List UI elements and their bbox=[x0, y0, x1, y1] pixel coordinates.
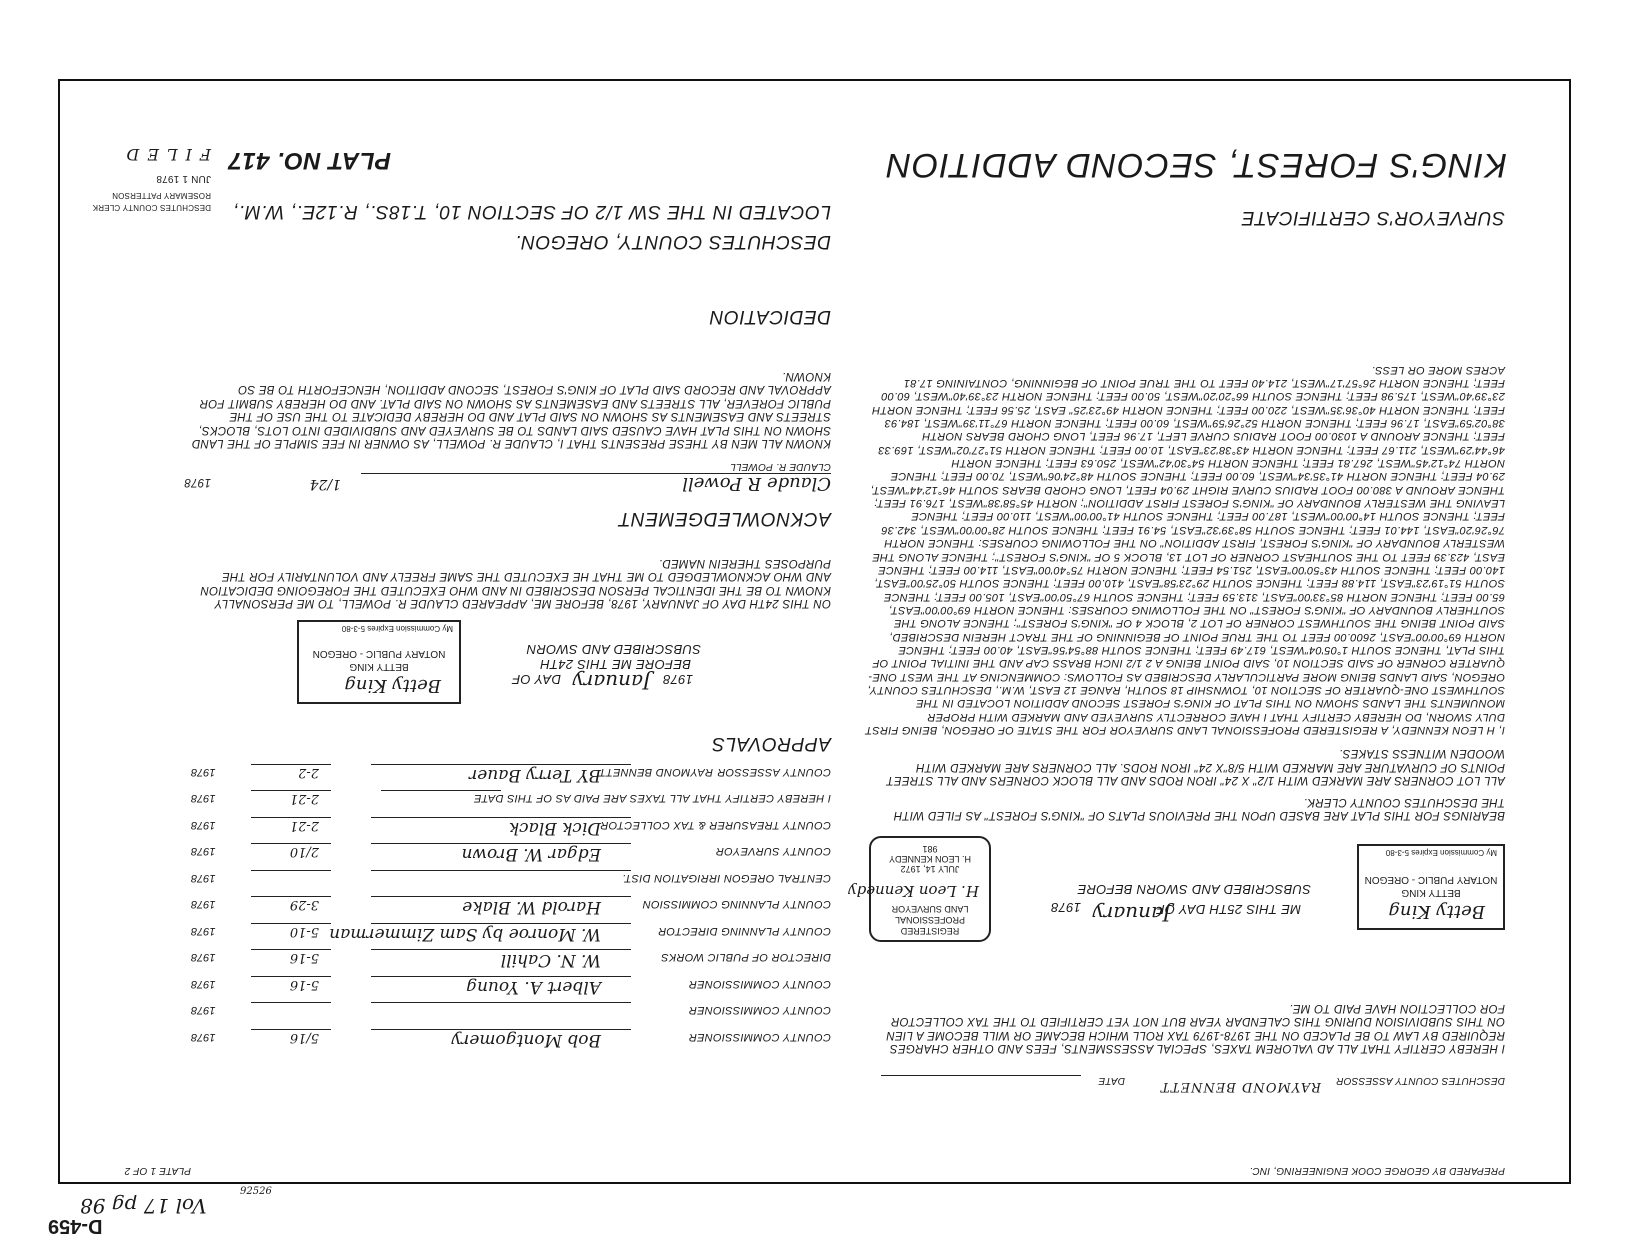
ack-sworn-line3: DAY OF bbox=[512, 672, 561, 687]
approval-row bbox=[191, 923, 831, 944]
approval-year: 1978 bbox=[191, 819, 216, 831]
approval-year: 1978 bbox=[191, 872, 216, 884]
approval-row bbox=[191, 791, 831, 807]
approval-row bbox=[191, 764, 831, 785]
approval-row bbox=[191, 817, 831, 838]
notary-stamp-owner bbox=[297, 620, 461, 704]
tax-date-label: DATE bbox=[1098, 1075, 1125, 1086]
prepared-by: PREPARED BY GEORGE COOK ENGINEERING, INC. bbox=[1249, 1165, 1505, 1176]
ack-sworn-line1: SUBSCRIBED AND SWORN bbox=[526, 642, 701, 657]
plat-title: KING'S FOREST, SECOND ADDITION bbox=[885, 146, 1507, 184]
owner-signature-line bbox=[361, 473, 831, 474]
approval-row bbox=[191, 1029, 831, 1050]
approval-signature: Edgar W. Brown bbox=[461, 844, 601, 865]
acknowledgement-heading: ACKNOWLEDGEMENT bbox=[618, 508, 831, 529]
notary-expiry: My Commission Expires 5-3-80 bbox=[1385, 848, 1497, 857]
owner-name: CLAUDE R. POWELL bbox=[729, 461, 831, 472]
approval-year: 1978 bbox=[191, 766, 216, 778]
tax-assessor-label: DESCHUTES COUNTY ASSESSOR bbox=[1336, 1075, 1505, 1086]
approval-date-line bbox=[251, 1003, 331, 1004]
approval-signature-line bbox=[381, 791, 501, 792]
acknowledgement-text: ON THIS 24TH DAY OF JANUARY, 1978, BEFORE ME, APPEARED CLAUDE R. POWELL, TO ME PERSONALLY KNOWN TO BE THE IDENTICAL PERSON DESCRIBED IN AND WHO EXECUTED THE FOREGOING DEDICATION AND WHO ACKNOWLEDGED TO ME THAT HE EXECUTED THE SAME FREELY AND VOLUNTARILY FOR THE PURPOSES THEREIN NAMED. bbox=[200, 556, 831, 609]
approval-label: COUNTY TREASURER & TAX COLLECTOR bbox=[600, 819, 831, 831]
approval-label: COUNTY PLANNING DIRECTOR bbox=[657, 925, 831, 937]
notary-owner-title: NOTARY PUBLIC - OREGON bbox=[312, 648, 446, 659]
approval-label: CENTRAL OREGON IRRIGATION DIST. bbox=[622, 872, 831, 884]
approval-date: 2-2 bbox=[298, 765, 319, 780]
approval-signature: W. Monroe by Sam Zimmerman bbox=[329, 924, 601, 944]
approval-label: COUNTY COMMISSIONER bbox=[688, 1031, 831, 1043]
notary-title: NOTARY PUBLIC - OREGON bbox=[1364, 874, 1498, 885]
margin-document-number: D-459 bbox=[48, 1215, 103, 1237]
approval-date: 2-21 bbox=[289, 791, 319, 807]
notary-stamp-surveyor bbox=[1357, 844, 1505, 930]
approval-row bbox=[191, 897, 831, 918]
seal-line2: PROFESSIONAL bbox=[894, 915, 966, 925]
seal-line4: H. LEON KENNEDY bbox=[888, 854, 972, 864]
surveyor-sworn-line1: SUBSCRIBED AND SWORN BEFORE bbox=[1077, 882, 1311, 897]
owner-year: 1978 bbox=[184, 476, 211, 488]
surveyor-sworn-year: 1978 bbox=[1050, 900, 1081, 915]
approval-date: 2/10 bbox=[289, 844, 319, 860]
approval-date: 3-29 bbox=[289, 897, 319, 913]
surveyor-heading: SURVEYOR'S CERTIFICATE bbox=[1241, 207, 1505, 228]
approval-year: 1978 bbox=[191, 1004, 216, 1017]
approval-year: 1978 bbox=[191, 951, 216, 964]
plat-content bbox=[58, 79, 1571, 1184]
approval-date: 2-21 bbox=[289, 818, 319, 833]
approval-year: 1978 bbox=[191, 792, 216, 805]
approval-date: 5-10 bbox=[289, 924, 319, 939]
approval-row bbox=[191, 1003, 831, 1019]
filed-clerk: ROSEMARY PATTERSON bbox=[111, 191, 211, 200]
seal-line3: LAND SURVEYOR bbox=[891, 904, 969, 914]
notary-owner-expiry: My Commission Expires 5-3-80 bbox=[341, 624, 453, 633]
approval-signature: BY Terry Bauer bbox=[469, 765, 601, 785]
ack-sworn-line2: BEFORE ME THIS 24TH bbox=[540, 657, 691, 672]
filed-date: JUN 1 1978 bbox=[156, 173, 211, 184]
plate-number: PLATE 1 OF 2 bbox=[124, 1165, 191, 1176]
approval-signature: Bob Montgomery bbox=[451, 1030, 601, 1050]
approval-row bbox=[191, 844, 831, 865]
tax-date-line bbox=[881, 1075, 1081, 1076]
seal-line6: 981 bbox=[922, 844, 938, 854]
seal-line5: JULY 14, 1972 bbox=[900, 864, 960, 874]
plat-number: PLAT NO. 417 bbox=[228, 147, 391, 174]
surveyor-legal-description: I, H LEON KENNEDY, A REGISTERED PROFESSIONAL LAND SURVEYOR FOR THE STATE OF OREGON, BEING FIRST DULY SWORN, DO HEREBY CERTIFY THAT I HAVE CORRECTLY SURVEYED AND MARKED WITH PROPER MONUMENTS THE LANDS SHOWN ON THIS PLAT OF KING'S FOREST SECOND ADDITION LOCATED IN THE SOUTHWEST ONE-QUARTER OF SECTION 10, TOWNSHIP 18 SOUTH, RANGE 12 EAST, W.M., DESCHUTES COUNTY, OREGON, SAID LANDS BEING MORE PARTICULARLY DESCRIBED AS FOLLOWS: COMMENCING AT THE WEST ONE-QUARTER CORNER OF SAID SECTION 10, SAID POINT BEING A 2 1/2 INCH BRASS CAP AND THE INITIAL POINT OF THIS PLAT, THENCE SOUTH 1°05'04"WEST, 617.49 FEET; THENCE SOUTH 88°54'56"EAST, 40.00 FEET; THENCE NORTH 69°00'00"EAST, 2600.00 FEET TO THE TRUE POINT OF BEGINNING OF THE TRACT HEREIN DESCRIBED, SAID POINT BEING THE SOUTHWEST CORNER OF LOT 2, BLOCK 4 OF "KING'S FOREST"; THENCE ALONG THE SOUTHERLY BOUNDARY OF "KING'S FOREST" ON THE FOLLOWING COURSES: THENCE NORTH 69°00'00"EAST, 65.00 FEET; THENCE NORTH 85°33'00"EAST, 313.59 FEET; THENCE SOUTH 67°50'00"EAST, 105.00 FEET; THENCE SOUTH 51°19'23"EAST, 114.88 FEET; THENCE SOUTH 29°23'58"EAST, 410.00 FEET; THENCE SOUTH 50°25'00"EAST, 140.00 FEET; THENCE SOUTH 43°50'00"EAST, 251.54 FEET; THENCE NORTH 75°40'00"EAST, 114.00 FEET; THENCE EAST, 423.39 FEET TO THE SOUTHEAST CORNER OF LOT 13, BLOCK 5 OF "KING'S FOREST"; THENCE ALONG THE WESTERLY BOUNDARY OF "KING'S FOREST, FIRST ADDITION" ON THE FOLLOWING COURSES: THENCE NORTH 76°26'20"EAST, 144.01 FEET; THENCE SOUTH 58°39'32"EAST, 54.91 FEET; THENCE SOUTH 28°00'00"WEST, 342.36 FEET; THENCE SOUTH 14°00'00"WEST, 187.00 FEET; THENCE SOUTH 41°00'00"WEST, 110.00 FEET; THENCE LEAVING THE WESTERLY BOUNDARY OF "KING'S FOREST FIRST ADDITION"; NORTH 45°58'38"WEST, 176.91 FEET; THENCE AROUND A 380.00 FOOT RADIUS CURVE RIGHT 29.04 FEET, LONG CHORD BEARS SOUTH 46°12'44"WEST, 29.04 FEET; THENCE NORTH 41°35'34"WEST, 60.00 FEET; THENCE SOUTH 48°24'06"WEST, 70.00 FEET; THENCE NORTH 74°12'45"WEST, 267.81 FEET; THENCE NORTH 54°30'42"WEST, 250.63 FEET; THENCE NORTH 46°44'29"WEST, 211.67 FEET; THENCE NORTH 43°38'23"EAST, 10.00 FEET; THENCE NORTH 51°27'02"WEST, 169.33 FEET; THENCE AROUND A 1030.00 FOOT RADIUS CURVE LEFT, 17.96 FEET, LONG CHORD BEARS NORTH 38°02'59"EAST, 17.96 FEET; THENCE NORTH 52°26'59"WEST, 60.00 FEET; THENCE NORTH 67°11'39"WEST, 184.93 FEET; THENCE NORTH 40°36'35"WEST, 220.00 FEET; THENCE NORTH 49°23'25" EAST, 25.56 FEET; THENCE NORTH 23°39'40"WEST, 175.98 FEET; THENCE SOUTH 66°20'20"WEST, 50.00 FEET; THENCE NORTH 23°39'40"WEST, 60.00 FEET; THENCE NORTH 26°57'17"WEST, 214.40 FEET TO THE TRUE POINT OF BEGINNING, CONTAINING 17.81 ACRES MORE OR LESS. bbox=[865, 363, 1505, 736]
approval-year: 1978 bbox=[191, 925, 216, 937]
notary-name: BETTY KING bbox=[1401, 887, 1461, 898]
approval-printed-name: RAYMOND BENNETT bbox=[598, 766, 713, 778]
ack-sworn-year: 1978 bbox=[662, 672, 693, 687]
margin-volume: Vol 17 pg 98 bbox=[80, 1194, 207, 1218]
approval-year: 1978 bbox=[191, 1031, 216, 1043]
notary-signature: Betty King bbox=[1388, 901, 1485, 922]
approval-signature-line bbox=[371, 1003, 631, 1004]
approval-date: 5-16 bbox=[289, 977, 319, 992]
approval-row bbox=[191, 950, 831, 971]
location-line1: LOCATED IN THE SW 1/2 OF SECTION 10, T.18S., R.12E., W.M., bbox=[232, 201, 831, 222]
tax-certificate: I HEREBY CERTIFY THAT ALL AD VALOREM TAXES, SPECIAL ASSESSMENTS, FEES AND OTHER CHARGES REQUIRED BY LAW TO BE PLACED ON THE 1978-1979 TAX ROLL WHICH BECAME OR WILL BECOME A LIEN ON THIS SUBDIVISION DURING THIS CALENDAR YEAR BUT NOT YET CERTIFIED TO THE TAX COLLECTOR FOR COLLECTION HAVE PAID TO ME. bbox=[886, 1001, 1505, 1054]
dedication-text: KNOWN ALL MEN BY THESE PRESENTS THAT I, CLAUDE R. POWELL, AS OWNER IN FEE SIMPLE OF THE LAND SHOWN ON THIS PLAT HAVE CAUSED SAID LANDS TO BE SURVEYED AND SUBDIVIDED INTO LOTS, BLOCKS, STREETS AND EASEMENTS AS SHOWN ON SAID PLAT AND DO HEREBY DEDICATE TO THE USE OF THE PUBLIC FOREVER, ALL STREETS AND EASEMENTS AS SHOWN ON SAID PLAT. AND DO HEREBY SUBMIT FOR APPROVAL AND RECORD SAID PLAT OF KING'S FOREST, SECOND ADDITION, HENCEFORTH TO BE SO KNOWN. bbox=[191, 369, 831, 449]
location-line2: DESCHUTES COUNTY, OREGON. bbox=[514, 231, 831, 252]
approval-date: 5-16 bbox=[289, 950, 319, 966]
approval-label: COUNTY COMMISSIONER bbox=[688, 978, 831, 990]
approval-label: COUNTY PLANNING COMMISSION bbox=[642, 898, 831, 911]
bearings-note: BEARINGS FOR THIS PLAT ARE BASED UPON THE PREVIOUS PLATS OF "KING'S FOREST" AS FILED WITH THE DESCHUTES COUNTY CLERK. bbox=[893, 795, 1505, 821]
surveyor-sworn-month: January bbox=[1092, 902, 1171, 926]
approval-label: I HEREBY CERTIFY THAT ALL TAXES ARE PAID AS OF THIS DATE bbox=[473, 792, 831, 805]
monuments-note: ALL LOT CORNERS ARE MARKED WITH 1/2" X 24" IRON RODS AND ALL BLOCK CORNERS AND ALL STREET POINTS OF CURVATURE ARE MARKED WITH 5/8"X 24" IRON RODS. ALL CORNERS ARE MARKED WITH WOODEN WITNESS STAKES. bbox=[886, 747, 1505, 786]
approval-signature: W. N. Cahill bbox=[500, 950, 601, 971]
approval-signature: Harold W. Blake bbox=[462, 897, 601, 918]
approval-label: COUNTY ASSESSOR bbox=[717, 766, 831, 778]
filed-office: DESCHUTES COUNTY CLERK bbox=[92, 203, 211, 212]
margin-small-note: 92526 bbox=[240, 1186, 272, 1197]
owner-date: 1/24 bbox=[309, 476, 341, 492]
approval-signature: Albert A. Young bbox=[466, 977, 601, 997]
tax-assessor-signature: RAYMOND BENNETT bbox=[1160, 1079, 1321, 1094]
approval-label: DIRECTOR OF PUBLIC WORKS bbox=[661, 951, 831, 964]
approval-year: 1978 bbox=[191, 845, 216, 858]
approval-date-line bbox=[251, 870, 331, 871]
approval-date-line bbox=[251, 764, 331, 765]
filed-label: FILED bbox=[118, 145, 211, 164]
dedication-heading: DEDICATION bbox=[709, 306, 831, 327]
ack-sworn-month: January bbox=[572, 670, 651, 694]
seal-line1: REGISTERED bbox=[900, 926, 960, 936]
notary-owner-name: BETTY KING bbox=[349, 661, 409, 672]
approvals-heading: APPROVALS bbox=[711, 733, 831, 754]
approval-signature: Dick Black bbox=[508, 818, 601, 838]
surveyor-sworn-line2: ME THIS 25TH DAY OF bbox=[1156, 902, 1301, 917]
approval-label: COUNTY COMMISSIONER bbox=[688, 1004, 831, 1017]
surveyor-seal bbox=[848, 836, 991, 942]
approval-row bbox=[191, 870, 831, 886]
approval-signature-line bbox=[371, 870, 631, 871]
approval-year: 1978 bbox=[191, 898, 216, 911]
approval-date: 5/16 bbox=[289, 1030, 319, 1045]
approval-year: 1978 bbox=[191, 978, 216, 990]
approval-label: COUNTY SURVEYOR bbox=[715, 845, 831, 858]
approval-row bbox=[191, 976, 831, 997]
notary-owner-signature: Betty King bbox=[344, 675, 441, 696]
seal-signature: H. Leon Kennedy bbox=[848, 882, 979, 900]
owner-signature: Claude R Powell bbox=[682, 473, 831, 494]
